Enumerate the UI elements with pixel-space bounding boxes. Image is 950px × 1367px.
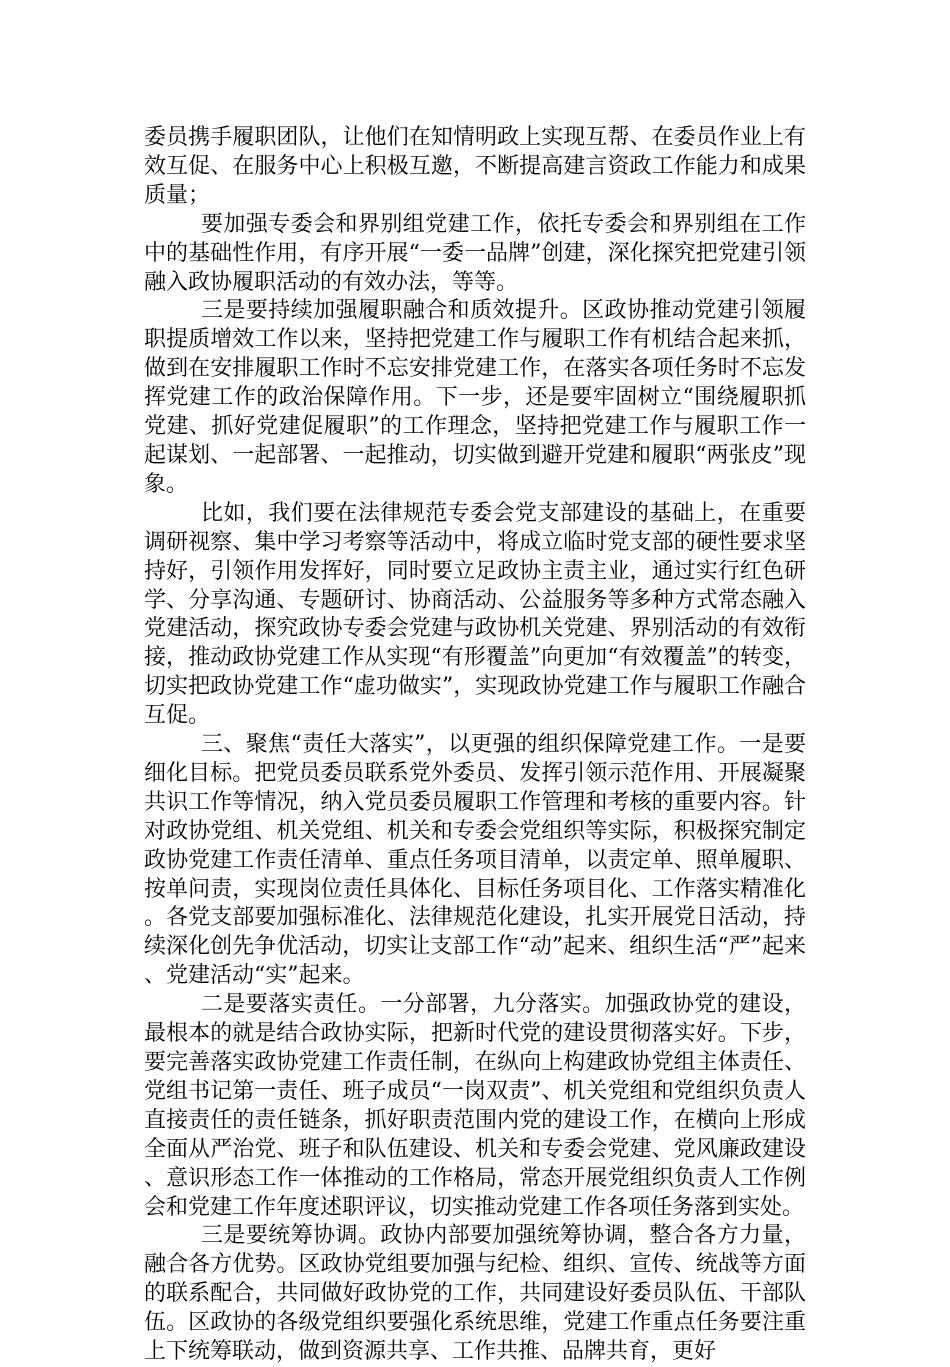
- document-body: [144, 124, 806, 1367]
- paragraph-3: 三是要持续加强履职融合和质效提升。区政协推动党建引领履职提质增效工作以来，坚持把党建工作与履职工作有机结合起来抓，做到在安排履职工作时不忘安排党建工作，在落实各项任务时不忘发挥党建工作的政治保障作用。下一步，还是要牢固树立“围绕履职抓党建、抓好党建促履职”的工作理念，坚持把党建工作与履职工作一起谋划、一起部署、一起推动，切实做到避开党建和履职“两张皮”现象。: [144, 298, 806, 497]
- paragraph-2: 要加强专委会和界别组党建工作，依托专委会和界别组在工作中的基础性作用，有序开展“一委一品牌”创建，深化探究把党建引领融入政协履职活动的有效办法，等等。: [144, 211, 806, 295]
- paragraph-7: 三是要统筹协调。政协内部要加强统筹协调，整合各方力量，融合各方优势。区政协党组要加强与纪检、组织、宣传、统战等方面的联系配合，共同做好政协党的工作，共同建设好委员队伍、干部队伍。区政协的各级党组织要强化系统思维，党建工作重点任务要注重上下统筹联动，做到资源共享、工作共推、品牌共育，更好: [144, 1223, 806, 1365]
- paragraph-6: 二是要落实责任。一分部署，九分落实。加强政协党的建设，最根本的就是结合政协实际，把新时代党的建设贯彻落实好。下步，要完善落实政协党建工作责任制，在纵向上构建政协党组主体责任、党组书记第一责任、班子成员“一岗双责”、机关党组和党组织负责人直接责任的责任链条，抓好职责范围内党的建设工作，在横向上形成全面从严治党、班子和队伍建设、机关和专委会党建、党风廉政建设、意识形态工作一体推动的工作格局，常态开展党组织负责人工作例会和党建工作年度述职评议，切实推动党建工作各项任务落到实处。: [144, 992, 806, 1220]
- paragraph-4: 比如，我们要在法律规范专委会党支部建设的基础上，在重要调研视察、集中学习考察等活动中，将成立临时党支部的硬性要求坚持好，引领作用发挥好，同时要立足政协主责主业，通过实行红色研学、分享沟通、专题研讨、协商活动、公益服务等多种方式常态融入党建活动，探究政协专委会党建与政协机关党建、界别活动的有效衔接，推动政协党建工作从实现“有形覆盖”向更加“有效覆盖”的转变，切实把政协党建工作“虚功做实”，实现政协党建工作与履职工作融合互促。: [144, 500, 806, 729]
- paragraph-1: 委员携手履职团队，让他们在知情明政上实现互帮、在委员作业上有效互促、在服务中心上积极互邀，不断提高建言资政工作能力和成果质量；: [144, 125, 806, 208]
- paragraph-5: 三、聚焦“责任大落实”，以更强的组织保障党建工作。一是要细化目标。把党员委员联系党外委员、发挥引领示范作用、开展凝聚共识工作等情况，纳入党员委员履职工作管理和考核的重要内容。针对政协党组、机关党组、机关和专委会党组织等实际，积极探究制定政协党建工作责任清单、重点任务项目清单，以责定单、照单履职、按单问责，实现岗位责任具体化、目标任务项目化、工作落实精准化。各党支部要加强标准化、法律规范化建设，扎实开展党日活动，持续深化创先争优活动，切实让支部工作“动”起来、组织生活“严”起来、党建活动“实”起来。: [144, 732, 806, 989]
